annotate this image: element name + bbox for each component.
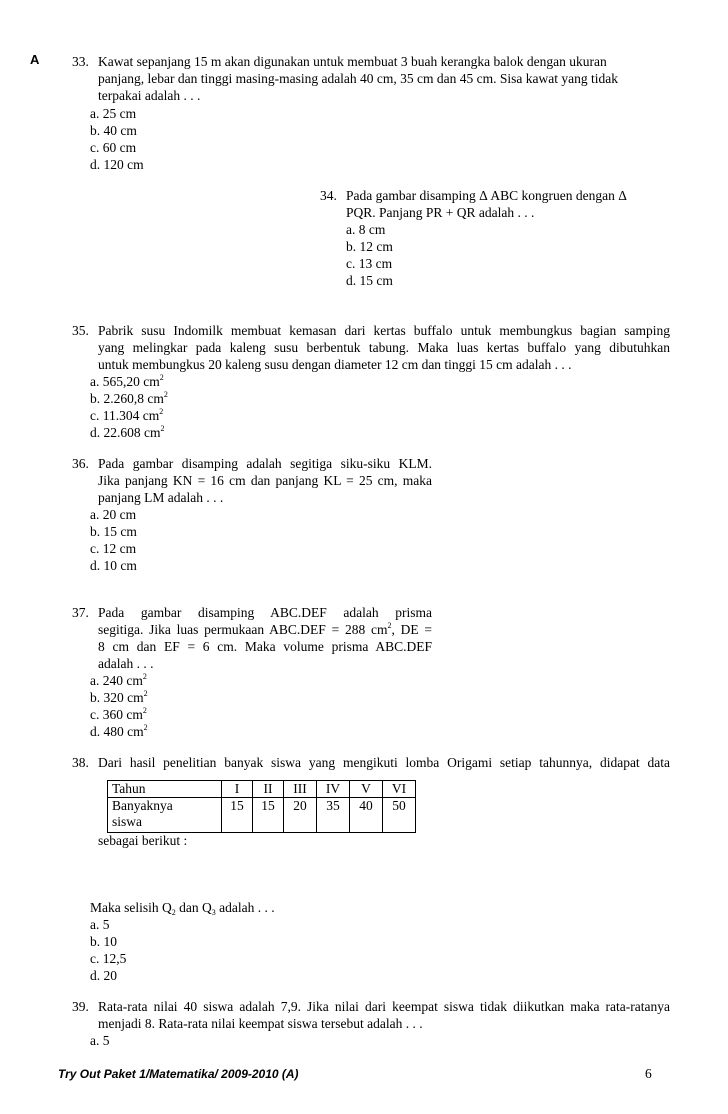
question-number: 37. [72,605,89,620]
table-header-cell: IV [317,781,350,798]
table-cell: 35 [317,798,350,833]
table-header-cell: I [222,781,253,798]
answer-option: d. 10 cm [90,558,137,573]
answer-option: c. 12,5 [90,951,127,966]
table-cell: 15 [253,798,284,833]
answer-option: b. 2.260,8 $cm^2$ [90,390,168,406]
answer-option: a. 8 cm [346,222,386,237]
question-number: 36. [72,456,89,471]
answer-option: d. 120 cm [90,157,144,172]
question-number: 38. [72,755,89,770]
section-letter: A [30,52,40,67]
question-text: Jika panjang KN = 16 cm dan panjang KL = 25 cm, maka [98,473,432,488]
question-prompt: Maka selisih $Q_2$ dan $Q_3$ adalah . . . [90,900,275,917]
question-text: terpakai adalah . . . [98,88,201,103]
question-text: yang melingkar pada kaleng susu berbentuk tabung. Maka luas kertas buffalo yang dibutuhkan [98,340,670,355]
table-row [108,798,416,833]
answer-option: c. 12 cm [90,541,137,556]
table-header-cell: Tahun [108,781,222,798]
table-cell: 15 [222,798,253,833]
question-text: sebagai berikut : [98,833,188,848]
question-text: Pabrik susu Indomilk membuat kemasan dari kertas buffalo untuk membungkus bagian samping [98,323,670,338]
answer-option: a. 5 [90,1033,110,1048]
answer-option: d. 480 $cm^2$ [90,723,148,739]
answer-option: b. 10 [90,934,117,949]
table-header-cell: II [253,781,284,798]
table-cell: 50 [383,798,416,833]
table-cell: 20 [284,798,317,833]
answer-option: b. 15 cm [90,524,137,539]
answer-option: c. 13 cm [346,256,393,271]
answer-option: c. 360 $cm^2$ [90,706,147,722]
answer-option: a. 240 $cm^2$ [90,672,147,688]
data-table [107,780,416,833]
question-text: segitiga. Jika luas permukaan ABC.DEF = 288 $cm^2$, DE = [98,621,433,637]
question-text: Kawat sepanjang 15 m akan digunakan untuk membuat 3 buah kerangka balok dengan ukuran [98,54,607,69]
question-text: Rata-rata nilai 40 siswa adalah 7,9. Jika nilai dari keempat siswa tidak diikutkan maka rata-ratanya [98,999,670,1014]
question-number: 33. [72,54,89,69]
answer-option: a. 25 cm [90,106,137,121]
answer-option: c. 60 cm [90,140,137,155]
question-number: 34. [320,188,337,203]
answer-option: d. 15 cm [346,273,393,288]
answer-option: a. 20 cm [90,507,137,522]
question-text: 8 cm dan EF = 6 cm. Maka volume prisma ABC.DEF [98,639,432,654]
question-text: Pada gambar disamping ABC.DEF adalah prisma [98,605,432,620]
question-text: panjang LM adalah . . . [98,490,224,505]
question-text: untuk membungkus 20 kaleng susu dengan diameter 12 cm dan tinggi 15 cm adalah . . . [98,357,572,372]
answer-option: b. 40 cm [90,123,137,138]
table-cell: 40 [350,798,383,833]
answer-option: c. 11.304 $cm^2$ [90,407,164,423]
answer-option: a. 565,20 $cm^2$ [90,373,164,389]
page-number: 6 [645,1066,652,1081]
table-header-cell: VI [383,781,416,798]
table-row [108,781,416,798]
page-footer: Try Out Paket 1/Matematika/ 2009-2010 (A) [58,1067,299,1081]
answer-option: d. 22.608 $cm^2$ [90,424,165,440]
question-text: PQR. Panjang PR + QR adalah . . . [346,205,535,220]
question-text: panjang, lebar dan tinggi masing-masing adalah 40 cm, 35 cm dan 45 cm. Sisa kawat yang tidak [98,71,618,86]
question-text: Pada gambar disamping adalah segitiga siku-siku KLM. [98,456,432,471]
question-text: adalah . . . [98,656,154,671]
answer-option: b. 320 $cm^2$ [90,689,148,705]
answer-option: d. 20 [90,968,117,983]
table-row-label: Banyaknya siswa [108,798,222,833]
question-text: Pada gambar disamping Δ ABC kongruen dengan Δ [346,188,627,203]
question-number: 35. [72,323,89,338]
answer-option: b. 12 cm [346,239,393,254]
answer-option: a. 5 [90,917,110,932]
table-header-cell: V [350,781,383,798]
question-text: Dari hasil penelitian banyak siswa yang mengikuti lomba Origami setiap tahunnya, didapat data [98,755,670,770]
question-text: menjadi 8. Rata-rata nilai keempat siswa tersebut adalah . . . [98,1016,423,1031]
table-header-cell: III [284,781,317,798]
question-number: 39. [72,999,89,1014]
